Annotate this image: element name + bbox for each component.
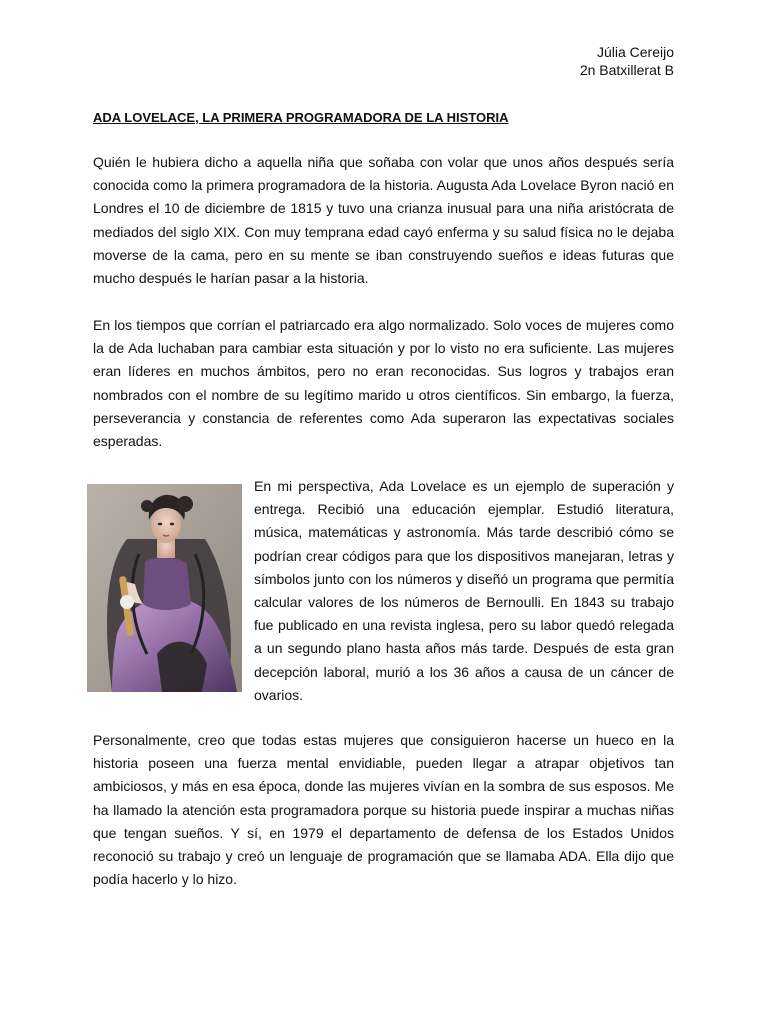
paragraph-context: En los tiempos que corrían el patriarcado era algo normalizado. Solo voces de mujeres como la de Ada luchaban para cambiar esta situación y por lo visto no era suficiente. Las mujeres eran líderes en muchos ámbitos, pero no eran reconocidas. Sus logros y trabajos eran nombrados con el nombre de su legítimo marido u otros científicos. Sin embargo, la fuerza, perseverancia y constancia de referentes como Ada superaron las expectativas sociales esperadas. [93, 317, 674, 450]
ada-lovelace-portrait [87, 484, 242, 692]
author-name: Júlia Cereijo [596, 44, 674, 60]
author-class: 2n Batxillerat B [579, 62, 674, 78]
document-title: ADA LOVELACE, LA PRIMERA PROGRAMADORA DE LA HISTORIA [93, 110, 509, 125]
paragraph-intro: Quién le hubiera dicho a aquella niña que soñaba con volar que unos años después sería conocida como la primera programadora de la historia. Augusta Ada Lovelace Byron nació en Londres el 10 de diciembre de 1815 y tuvo una crianza inusual para una niña aristócrata de mediados del siglo XIX. Con muy temprana edad cayó enferma y su salud física no le dejaba moverse de la cama, pero en su mente se iban construyendo sueños e ideas futuras que mucho después le harían pasar a la historia. [93, 154, 674, 287]
author-header [580, 43, 674, 79]
paragraph-conclusion: Personalmente, creo que todas estas mujeres que consiguieron hacerse un hueco en la historia poseen una fuerza mental envidiable, pueden llegar a atrapar objetivos tan ambiciosos, y más en esa época, donde las mujeres vivían en la sombra de sus esposos. Me ha llamado la atención esta programadora porque su historia puede inspirar a muchas niñas que tengan sueños. Y sí, en 1979 el departamento de defensa de los Estados Unidos reconoció su trabajo y creó un lenguaje de programación que se llamaba ADA. Ella dijo que podía hacerlo y lo hizo. [93, 732, 674, 888]
paragraph-perspective: En mi perspectiva, Ada Lovelace es un ejemplo de superación y entrega. Recibió una educación ejemplar. Estudió literatura, música, matemáticas y astronomía. Más tarde describió cómo se podrían crear códigos para que los dispositivos manejaran, letras y símbolos junto con los números y diseñó un programa que permitía calcular valores de los números de Bernoulli. En 1843 su trabajo fue publicado en una revista inglesa, pero su labor quedó relegada a un segundo plano hasta años más tarde. Después de esta gran decepción laboral, murió a los 36 años a causa de un cáncer de ovarios. [254, 478, 674, 703]
